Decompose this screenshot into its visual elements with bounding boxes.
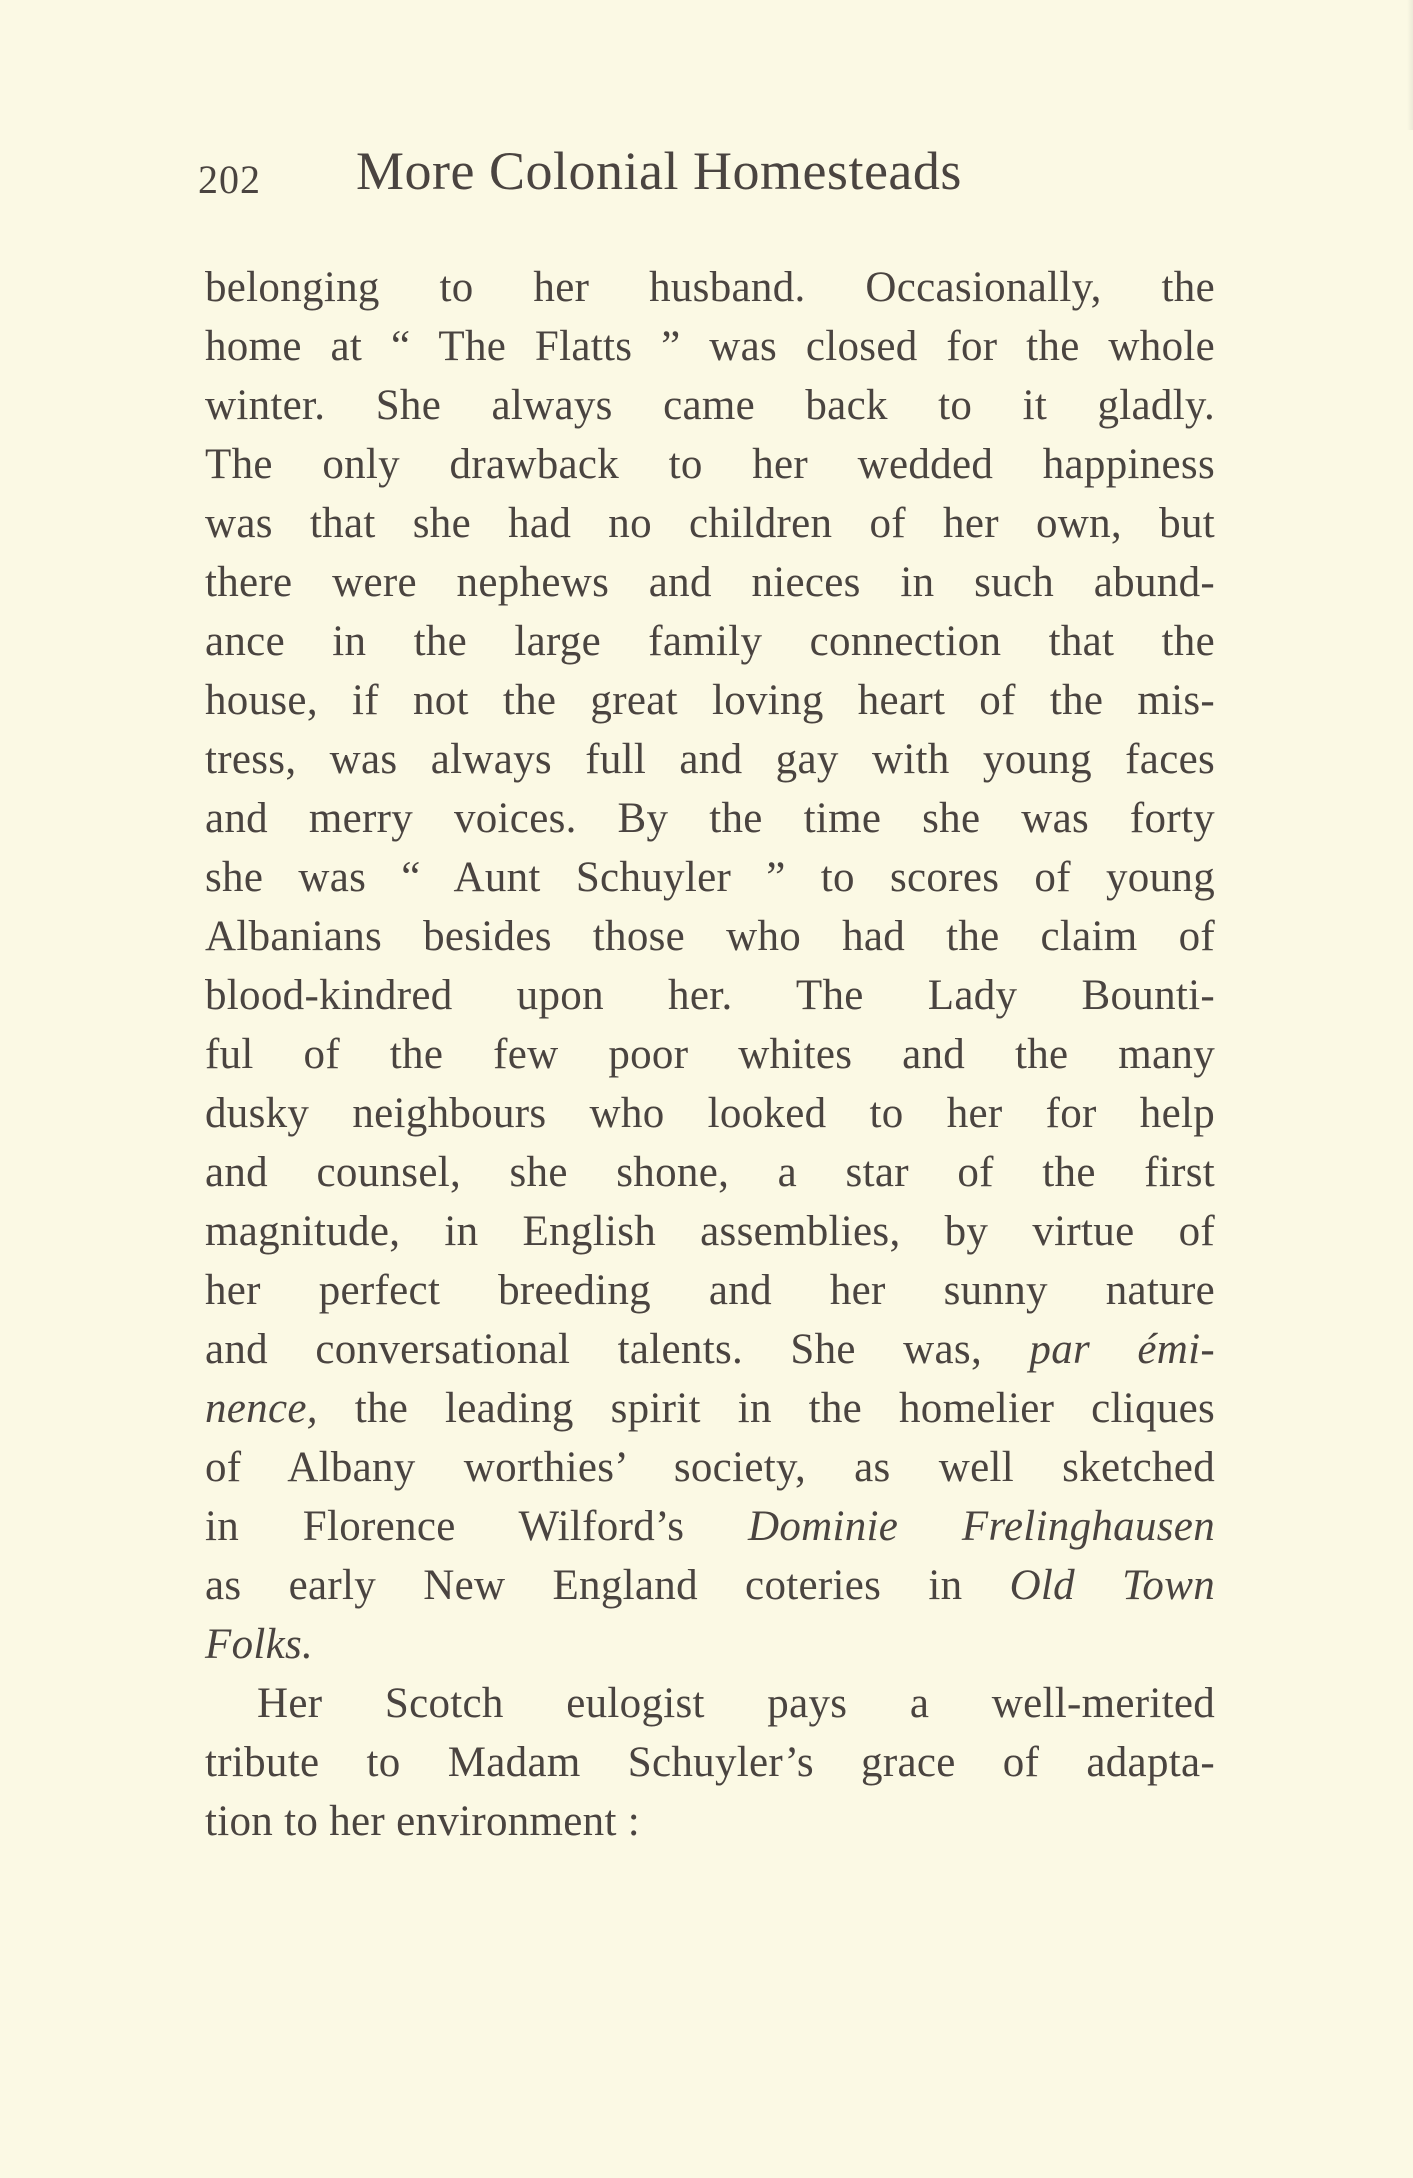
text-segment: her perfect breeding and her sunny nature	[205, 1267, 1215, 1314]
text-line	[205, 966, 1215, 1025]
text-segment: she was “ Aunt Schuyler ” to scores of young	[205, 854, 1215, 901]
text-line	[205, 789, 1215, 848]
text-segment: Albanians besides those who had the claim of	[205, 913, 1215, 960]
paragraph	[205, 258, 1215, 1674]
text-line	[205, 1025, 1215, 1084]
text-line	[205, 1320, 1215, 1379]
text-line	[205, 1674, 1215, 1733]
text-line	[205, 1615, 1215, 1674]
text-segment: of Albany worthies’ society, as well sketched	[205, 1444, 1215, 1491]
text-segment: tribute to Madam Schuyler’s grace of adapta-	[205, 1739, 1215, 1786]
text-segment: in Florence Wilford’s	[205, 1503, 748, 1550]
page-number: 202	[198, 157, 261, 202]
text-line	[205, 494, 1215, 553]
text-line	[205, 1261, 1215, 1320]
text-segment: and conversational talents. She was,	[205, 1326, 1030, 1373]
text-segment: the leading spirit in the homelier cliques	[317, 1385, 1215, 1432]
text-segment: was that she had no children of her own, but	[205, 500, 1215, 547]
text-segment: house, if not the great loving heart of the mis-	[205, 677, 1215, 724]
text-segment: and merry voices. By the time she was forty	[205, 795, 1215, 842]
paragraph	[205, 1674, 1215, 1851]
text-segment: winter. She always came back to it gladly.	[205, 382, 1215, 429]
text-line	[205, 1556, 1215, 1615]
text-line	[205, 1379, 1215, 1438]
text-segment: as early New England coteries in	[205, 1562, 1010, 1609]
text-line	[205, 671, 1215, 730]
running-title: More Colonial Homesteads	[356, 141, 962, 201]
text-segment: and counsel, she shone, a star of the first	[205, 1149, 1215, 1196]
text-segment: blood-kindred upon her. The Lady Bounti-	[205, 972, 1215, 1019]
italic-text: Dominie Frelinghausen	[748, 1503, 1215, 1550]
italic-text: Old Town	[1009, 1562, 1215, 1609]
body-text	[205, 258, 1215, 1851]
running-head	[198, 140, 1228, 220]
italic-text: nence,	[205, 1385, 318, 1432]
text-line	[205, 258, 1215, 317]
text-segment: The only drawback to her wedded happiness	[205, 441, 1215, 488]
text-segment: tion to her environment :	[205, 1798, 641, 1845]
text-line	[205, 907, 1215, 966]
text-line	[205, 848, 1215, 907]
text-line	[205, 1497, 1215, 1556]
italic-text: par émi-	[1029, 1326, 1215, 1373]
text-line	[205, 1438, 1215, 1497]
text-line	[205, 317, 1215, 376]
text-line	[205, 1792, 1215, 1851]
italic-text: Folks.	[205, 1621, 314, 1668]
text-segment: dusky neighbours who looked to her for help	[205, 1090, 1215, 1137]
text-line	[205, 1202, 1215, 1261]
text-segment: there were nephews and nieces in such abund-	[205, 559, 1215, 606]
text-line	[205, 1143, 1215, 1202]
text-segment: home at “ The Flatts ” was closed for the whole	[205, 323, 1215, 370]
text-line	[205, 730, 1215, 789]
page-edge-shadow	[1407, 0, 1413, 130]
text-line	[205, 1733, 1215, 1792]
text-line	[205, 1084, 1215, 1143]
text-segment: tress, was always full and gay with young faces	[205, 736, 1215, 783]
text-segment: Her Scotch eulogist pays a well-merited	[257, 1680, 1215, 1727]
text-segment: ful of the few poor whites and the many	[205, 1031, 1215, 1078]
text-line	[205, 612, 1215, 671]
text-segment: magnitude, in English assemblies, by virtue of	[205, 1208, 1215, 1255]
text-line	[205, 553, 1215, 612]
text-segment: ance in the large family connection that the	[205, 618, 1215, 665]
text-line	[205, 376, 1215, 435]
text-line	[205, 435, 1215, 494]
text-segment: belonging to her husband. Occasionally, the	[205, 264, 1215, 311]
